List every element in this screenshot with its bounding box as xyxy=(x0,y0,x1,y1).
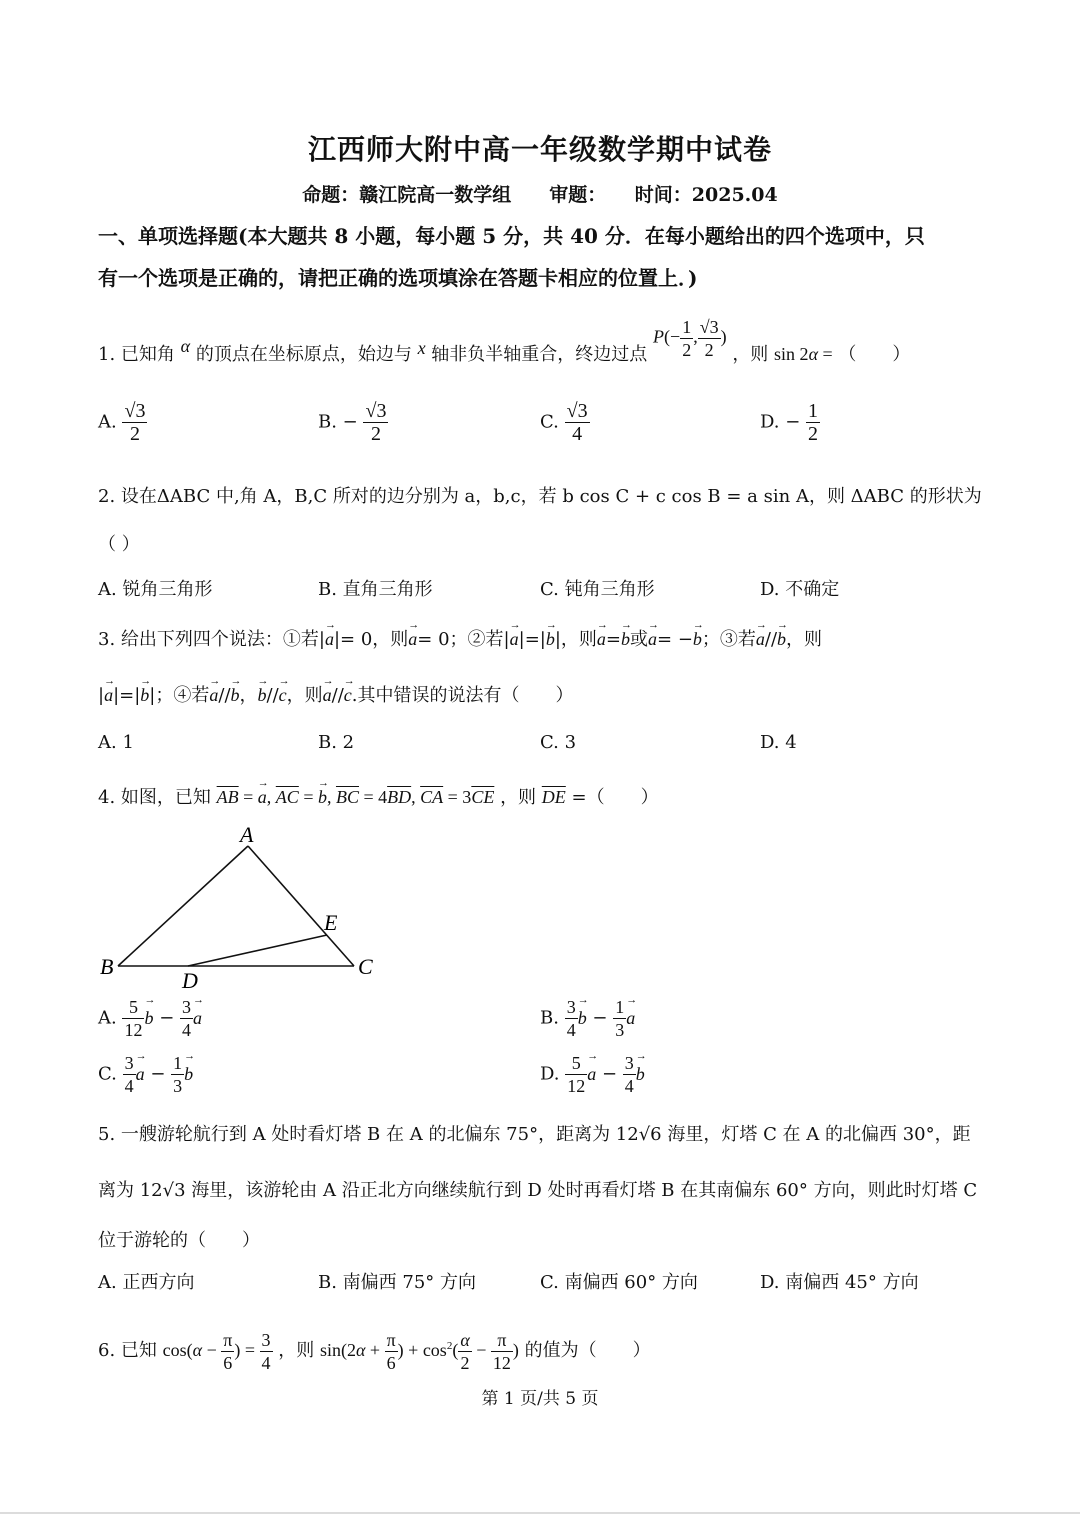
q1-option-c[interactable]: C. $\frac{√3}{4}$ xyxy=(540,400,588,445)
question-2-stem: 2. 设在ΔABC 中,角 A，B,C 所对的边分别为 a，b,c，若 b cos C + c cos B = a sin A，则 ΔABC 的形状为 xyxy=(98,486,982,507)
question-2-paren: （ ） xyxy=(98,534,140,555)
q2-option-b[interactable]: B. 直角三角形 xyxy=(318,579,433,600)
q4-option-d[interactable]: D. $\frac{5}{12}$ → a − $\frac{3}{4}$ → b xyxy=(540,1052,645,1097)
q5-option-b[interactable]: B. 南偏西 75° 方向 xyxy=(318,1272,477,1293)
side-ac xyxy=(248,846,354,966)
segment-de xyxy=(188,935,327,966)
page-number: 第 1 页/共 5 页 xyxy=(481,1389,599,1409)
q2-option-d[interactable]: D. 不确定 xyxy=(760,579,840,600)
section-heading-line2: 有一个选项是正确的，请把正确的选项填涂在答题卡相应的位置上．) xyxy=(98,266,698,290)
question-4-stem: 4. 如图，已知 $\overline{AB}$ = → a, $\overline{AC}$ = → b, $\overline{BC} = 4\overline{BD}$, $\overline{CA} = 3\overline{CE}$ ，则 $\overline{DE}$ =（ ） xyxy=(98,782,988,813)
point-d-label: D xyxy=(182,968,198,993)
q2-option-c[interactable]: C. 钝角三角形 xyxy=(540,579,655,600)
exam-title: 江西师大附中高一年级数学期中试卷 xyxy=(307,133,772,166)
q1-option-b[interactable]: B. − $\frac{√3}{2}$ xyxy=(318,400,387,445)
triangle-figure xyxy=(92,818,392,994)
exam-subtitle: 命题：赣江院高一数学组 审题： 时间：2025.04 xyxy=(302,184,778,206)
q4-option-b[interactable]: B. $\frac{3}{4}$ → b − $\frac{1}{3}$ → a xyxy=(540,996,635,1041)
question-3-line1: 3. 给出下列四个说法：①若|→ a|= 0，则→ a= 0；②若|→ a|=|→ b|，则→ a=→ b或→ a= −→ b；③若→ a//→ b，则 xyxy=(98,624,988,655)
q3-option-c[interactable]: C. 3 xyxy=(540,732,577,753)
question-5-line1: 5. 一艘游轮航行到 A 处时看灯塔 B 在 A 的北偏东 75°，距离为 12√6 海里，灯塔 C 在 A 的北偏西 30°，距 xyxy=(98,1124,971,1145)
q5-option-a[interactable]: A. 正西方向 xyxy=(98,1272,195,1293)
section-heading-line1: 一、单项选择题(本大题共 8 小题，每小题 5 分，共 40 分．在每小题给出的四个选项中，只 xyxy=(98,224,925,248)
page-bottom-divider xyxy=(0,1512,1080,1514)
q2-option-a[interactable]: A. 锐角三角形 xyxy=(98,579,213,600)
question-3-line2: |→ a|=|→ b|；④若→ a//→ b，→ b//→ c，则→ a//→ c.其中错误的说法有（ ） xyxy=(98,680,988,711)
question-5-line3: 位于游轮的（ ） xyxy=(98,1230,260,1251)
side-ab xyxy=(118,846,248,966)
q4-option-c[interactable]: C. $\frac{3}{4}$ → a − $\frac{1}{3}$ → b xyxy=(98,1052,193,1097)
q3-option-a[interactable]: A. 1 xyxy=(98,732,134,753)
q1-option-a[interactable]: A. $\frac{√3}{2}$ xyxy=(98,400,146,445)
q5-option-d[interactable]: D. 南偏西 45° 方向 xyxy=(760,1272,919,1293)
question-1-stem: 1. 已知角 α 的顶点在坐标原点，始边与 x 轴非负半轴重合，终边过点 P(− $\frac{1}{2}$ , $\frac{√3}{2}$ ) ，则 sin 2α = （ ） xyxy=(98,317,911,365)
q5-option-c[interactable]: C. 南偏西 60° 方向 xyxy=(540,1272,698,1293)
q3-option-d[interactable]: D. 4 xyxy=(760,732,797,753)
q1-option-d[interactable]: D. − $\frac{1}{2}$ xyxy=(760,400,819,445)
question-5-line2: 离为 12√3 海里，该游轮由 A 沿正北方向继续航行到 D 处时再看灯塔 B 在其南偏东 60° 方向，则此时灯塔 C xyxy=(98,1180,978,1201)
vertex-c-label: C xyxy=(358,954,373,979)
question-6-stem: 6. 已知 cos(α − $\frac{\pi}{6}$ ) = $\frac{3}{4}$ ，则 sin(2α + $\frac{\pi}{6}$ ) + $\cos^2$( $\frac{\alpha}{2}$ − $\frac{\pi}{12}$ ) 的值为（ ） xyxy=(98,1330,651,1374)
q3-option-b[interactable]: B. 2 xyxy=(318,732,355,753)
vertex-a-label: A xyxy=(240,822,254,847)
q4-option-a[interactable]: A. $\frac{5}{12}$ → b − $\frac{3}{4}$ → a xyxy=(98,996,202,1041)
vertex-b-label: B xyxy=(100,954,114,979)
point-e-label: E xyxy=(324,910,338,935)
